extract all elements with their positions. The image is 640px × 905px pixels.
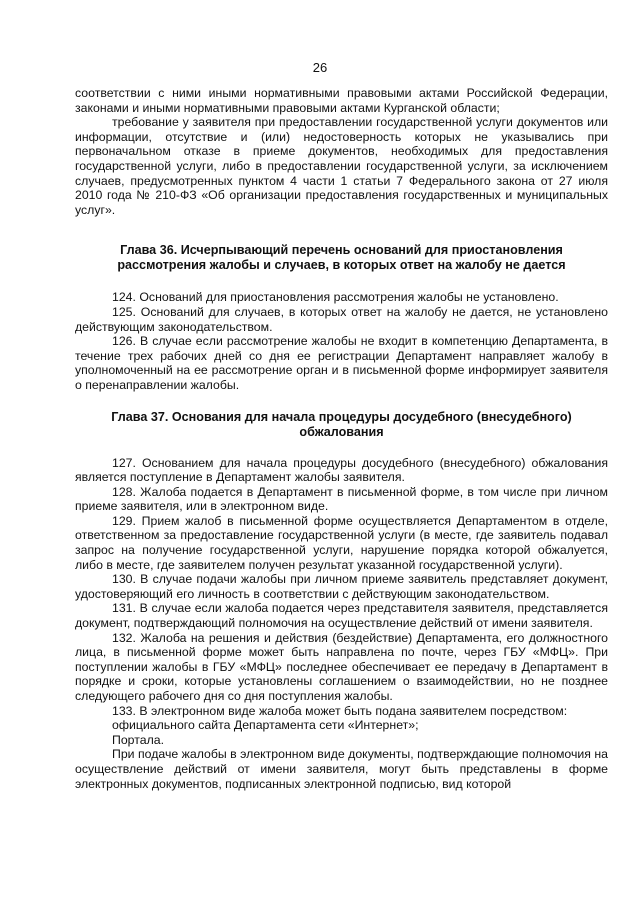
paragraph-126: 126. В случае если рассмотрение жалобы не входит в компетенцию Департамента, в течение трех рабочих дней со дня ее регистрации Департамент направляет жалобу в уполномоченный на ее рассмотрение орган и в письменной форме информирует заявителя о перенаправлении жалобы. bbox=[75, 334, 608, 392]
paragraph-131: 131. В случае если жалоба подается через представителя заявителя, представляется документ, подтверждающий полномочия на осуществление действий от имени заявителя. bbox=[75, 601, 608, 631]
paragraph: требование у заявителя при предоставлении государственной услуги документов или информации, отсутствие и (или) недостоверность которых не указывались при первоначальном отказе в приеме документов, необходимых для предоставления государственной услуги, либо в предоставлении государственной услуги, за исключением случаев, предусмотренных пунктом 4 части 1 статьи 7 Федерального закона от 27 июля 2010 года № 210-ФЗ «Об организации предоставления государственных и муниципальных услуг». bbox=[75, 115, 608, 217]
paragraph-128: 128. Жалоба подается в Департамент в письменной форме, в том числе при личном приеме заявителя, или в электронном виде. bbox=[75, 484, 608, 514]
page-number: 26 bbox=[312, 60, 328, 75]
paragraph-127: 127. Основанием для начала процедуры досудебного (внесудебного) обжалования является поступление в Департамент жалобы заявителя. bbox=[75, 455, 608, 485]
paragraph-130: 130. В случае подачи жалобы при личном приеме заявитель представляет документ, удостоверяющий его личность в соответствии с действующим законодательством. bbox=[75, 572, 608, 601]
paragraph-132: 132. Жалоба на решения и действия (бездействие) Департамента, его должностного лица, в письменной форме может быть направлена по почте, через ГБУ «МФЦ». При поступлении жалобы в ГБУ «МФЦ» последнее обеспечивает ее передачу в Департамент в порядке и сроки, которые установлены соглашением о взаимодействии, но не позднее следующего рабочего дня со дня поступления жалобы. bbox=[75, 630, 608, 703]
paragraph-129: 129. Прием жалоб в письменной форме осуществляется Департаментом в отделе, ответственном за предоставление государственной услуги (в месте, где заявитель подавал запрос на получение государственной услуги, нарушение порядка которой обжалуется, либо в месте, где заявителем получен результат указанной государственной услуги). bbox=[75, 513, 608, 572]
paragraph-133: 133. В электронном виде жалоба может быть подана заявителем посредством: bbox=[112, 703, 568, 718]
chapter-37-heading: Глава 37. Основания для начала процедуры досудебного (внесудебного) обжалования bbox=[111, 409, 572, 439]
paragraph: соответствии с ними иными нормативными правовыми актами Российской Федерации, законами и иными нормативными правовыми актами Курганской области; bbox=[75, 86, 608, 115]
list-item-portal: Портала. bbox=[112, 732, 165, 747]
list-item-website: официального сайта Департамента сети «Интернет»; bbox=[112, 718, 419, 733]
document-body bbox=[75, 86, 608, 791]
paragraph-125: 125. Оснований для случаев, в которых ответ на жалобу не дается, не установлено действующим законодательством. bbox=[75, 304, 608, 334]
paragraph-electronic-docs: При подаче жалобы в электронном виде документы, подтверждающие полномочия на осуществление действий от имени заявителя, могут быть представлены в форме электронных документов, подписанных электронной подписью, вид которой bbox=[75, 747, 608, 791]
chapter-36-heading: Глава 36. Исчерпывающий перечень оснований для приостановления рассмотрения жалобы и случаев, в которых ответ на жалобу не дается bbox=[117, 243, 566, 273]
paragraph-124: 124. Оснований для приостановления рассмотрения жалобы не установлено. bbox=[112, 290, 559, 305]
